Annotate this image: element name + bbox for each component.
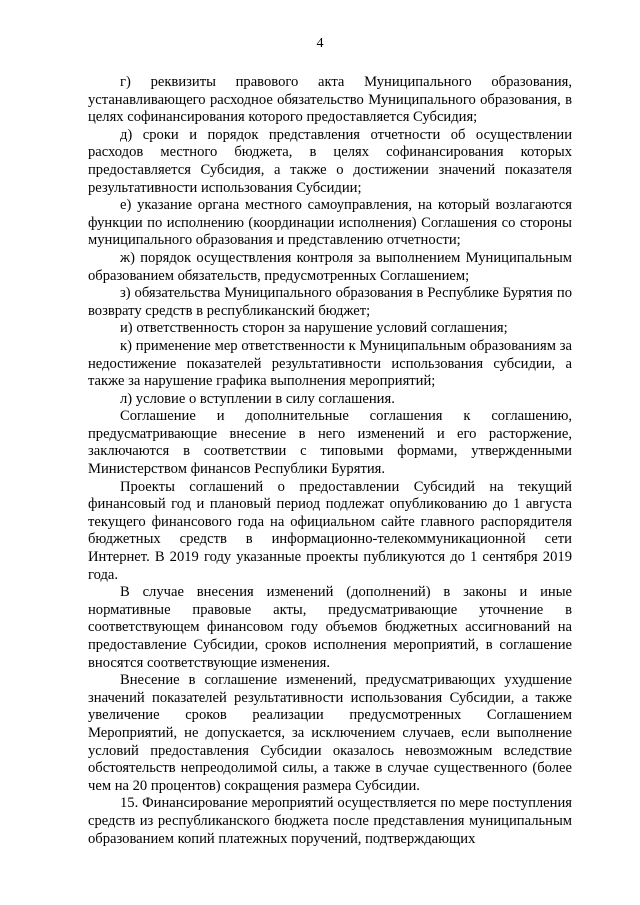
paragraph-zh: ж) порядок осуществления контроля за выполнением Муниципальным образованием обязательств, предусмотренных Соглашением; — [88, 249, 572, 284]
paragraph-g: г) реквизиты правового акта Муниципального образования, устанавливающего расходное обязательство Муниципального образования, в целях софинансирования которого предоставляется Субсидия; — [88, 74, 572, 126]
paragraph-l: л) условие о вступлении в силу соглашения. — [120, 390, 395, 407]
paragraph-draft-publication: Проекты соглашений о предоставлении Субсидий на текущий финансовый год и плановый период подлежат опубликованию до 1 августа текущего финансового года на официальном сайте главного распорядителя бюджетных средств в информационно-телекоммуникационной сети Интернет. В 2019 году указанные проекты публикуются до 1 сентября 2019 года. — [88, 478, 572, 583]
paragraph-d: д) сроки и порядок представления отчетности об осуществлении расходов местного бюджета, в целях софинансирования которых предоставляется Субсидия, а также о достижении значений показателя результативности использования Субсидии; — [88, 126, 572, 196]
paragraph-agreement-forms: Соглашение и дополнительные соглашения к соглашению, предусматривающие внесение в него изменений и его расторжение, заключаются в соответствии с типовыми формами, утвержденными Министерством финансов Республики Бурятия. — [88, 408, 572, 478]
page-number: 4 — [316, 36, 324, 51]
document-body — [88, 74, 572, 848]
paragraph-15-financing: 15. Финансирование мероприятий осуществляется по мере поступления средств из республиканского бюджета после представления муниципальным образованием копий платежных поручений, подтверждающих — [88, 795, 572, 847]
paragraph-i: и) ответственность сторон за нарушение условий соглашения; — [120, 320, 508, 337]
paragraph-k: к) применение мер ответственности к Муниципальным образованиям за недостижение показателей результативности использования субсидии, а также за нарушение графика выполнения мероприятий; — [88, 337, 572, 390]
paragraph-law-changes: В случае внесения изменений (дополнений) в законы и иные нормативные правовые акты, предусматривающие уточнение в соответствующем финансовом году объемов бюджетных ассигнований на предоставление Субсидии, сроков исполнения мероприятий, в соглашение вносятся соответствующие изменения. — [88, 584, 572, 671]
paragraph-e: е) указание органа местного самоуправления, на который возлагаются функции по исполнению (координации исполнения) Соглашения со стороны муниципального образования и представлению отчетности; — [88, 197, 572, 249]
paragraph-amendments: Внесение в соглашение изменений, предусматривающих ухудшение значений показателей результативности использования Субсидии, а также увеличение сроков реализации предусмотренных Соглашением Мероприятий, не допускается, за исключением случаев, если выполнение условий предоставления Субсидии оказалось невозможным вследствие обстоятельств непреодолимой силы, а также в случае существенного (более чем на 20 процентов) сокращения размера Субсидии. — [88, 672, 572, 794]
paragraph-z: з) обязательства Муниципального образования в Республике Бурятия по возврату средств в республиканский бюджет; — [88, 285, 572, 319]
